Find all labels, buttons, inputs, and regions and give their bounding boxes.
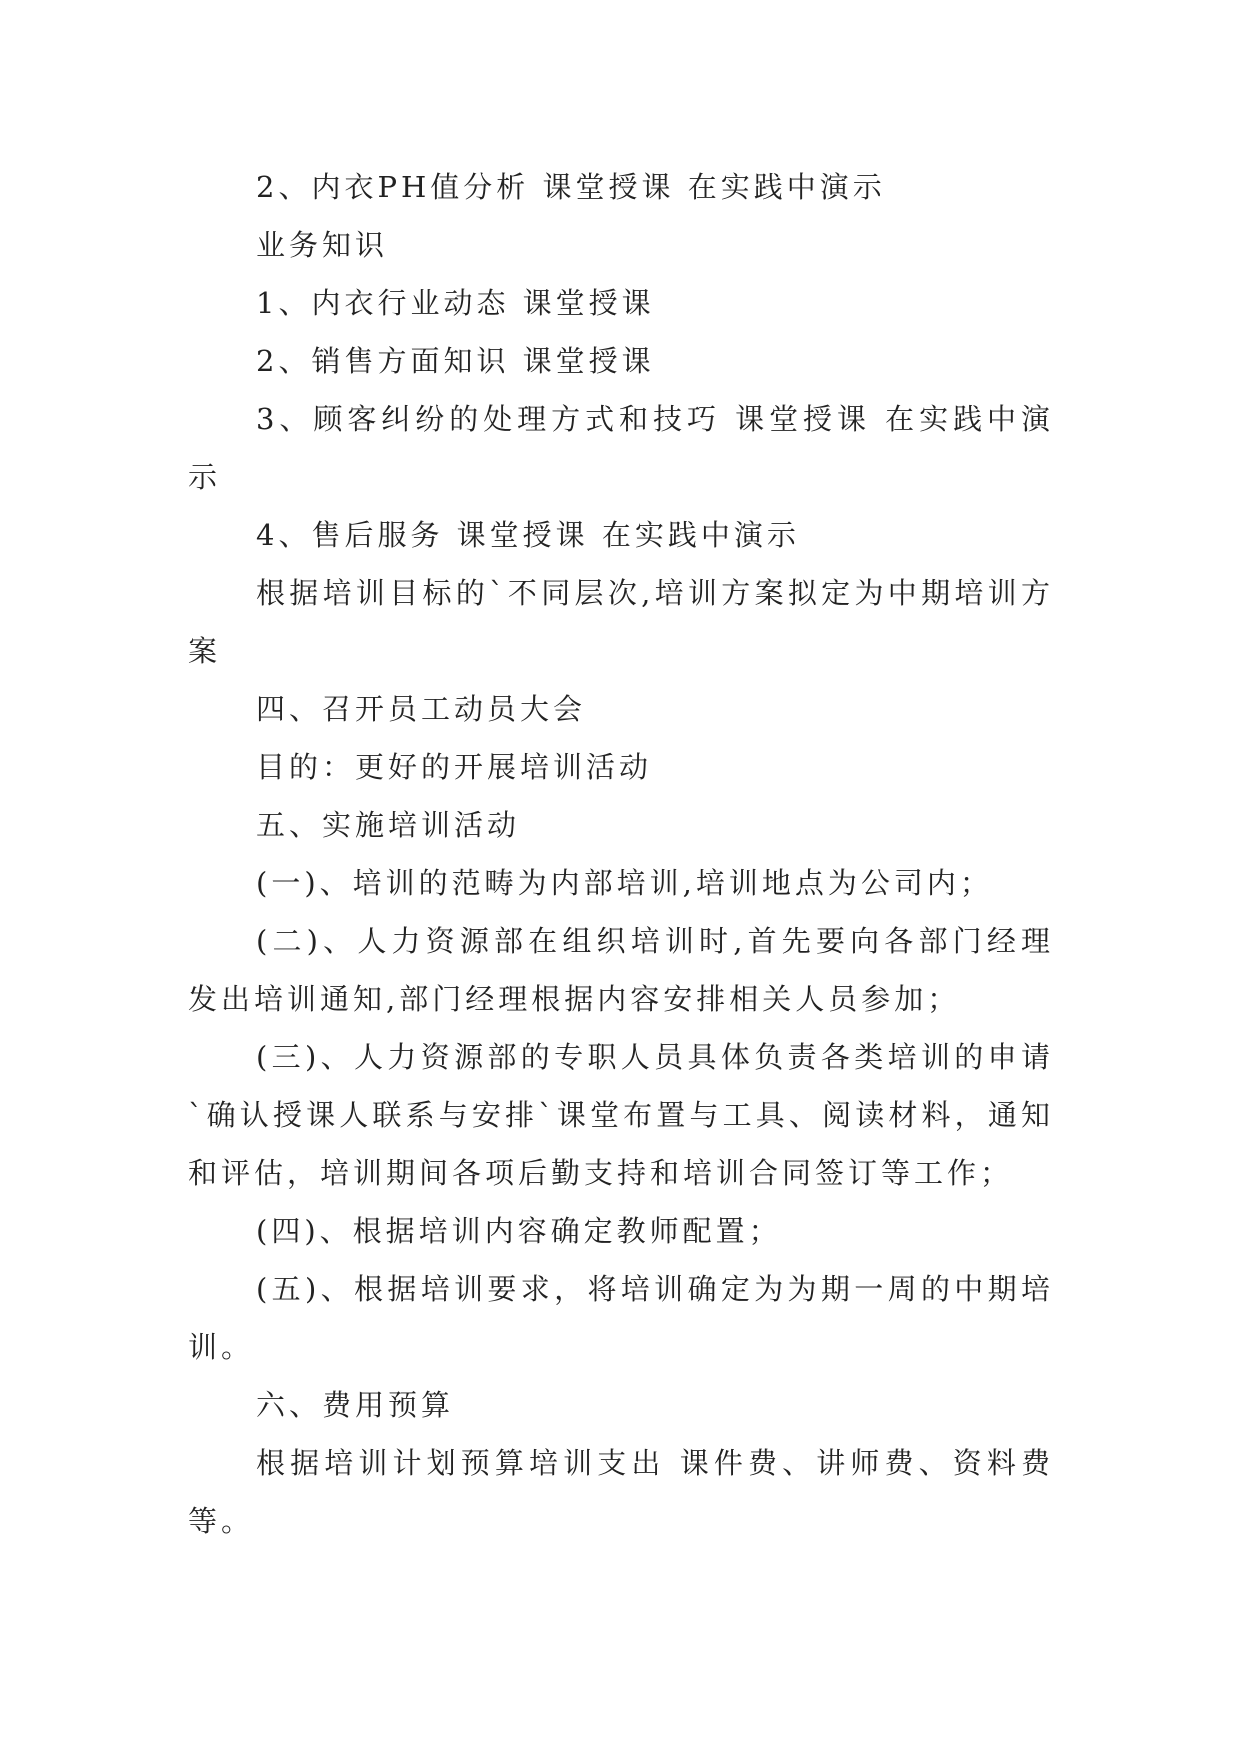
- paragraph-after-sales: 4、售后服务 课堂授课 在实践中演示: [256, 518, 800, 552]
- paragraph-item-5: (五)、根据培训要求，将培训确定为为期一周的中期培训。: [188, 1272, 1054, 1364]
- paragraph-item-4: (四)、根据培训内容确定教师配置；: [256, 1214, 782, 1248]
- paragraph-dispute-handling: 3、顾客纠纷的处理方式和技巧 课堂授课 在实践中演示: [188, 402, 1054, 494]
- paragraph-item-1: (一)、培训的范畴为内部培训,培训地点为公司内；: [256, 866, 993, 900]
- paragraph-business-knowledge: 业务知识: [256, 228, 389, 262]
- paragraph-item-2: (二)、人力资源部在组织培训时,首先要向各部门经理发出培训通知,部门经理根据内容安排相关人员参加；: [188, 924, 1054, 1016]
- paragraph-item-3: (三)、人力资源部的专职人员具体负责各类培训的申请`确认授课人联系与安排`课堂布置与工具、阅读材料，通知和评估，培训期间各项后勤支持和培训合同签订等工作；: [188, 1040, 1054, 1190]
- paragraph-budget-detail: 根据培训计划预算培训支出 课件费、讲师费、资料费等。: [188, 1446, 1054, 1538]
- heading-budget: 六、费用预算: [256, 1388, 455, 1422]
- paragraph-industry-trends: 1、内衣行业动态 课堂授课: [256, 286, 655, 320]
- document-body: [188, 158, 1054, 1550]
- paragraph-training-plan: 根据培训目标的`不同层次,培训方案拟定为中期培训方案: [188, 576, 1054, 668]
- paragraph-sales-knowledge: 2、销售方面知识 课堂授课: [256, 344, 655, 378]
- heading-implement-training: 五、实施培训活动: [256, 808, 521, 842]
- paragraph-purpose: 目的：更好的开展培训活动: [256, 750, 653, 784]
- heading-staff-meeting: 四、召开员工动员大会: [256, 692, 587, 726]
- paragraph-ph-analysis: 2、内衣PH值分析 课堂授课 在实践中演示: [256, 170, 886, 204]
